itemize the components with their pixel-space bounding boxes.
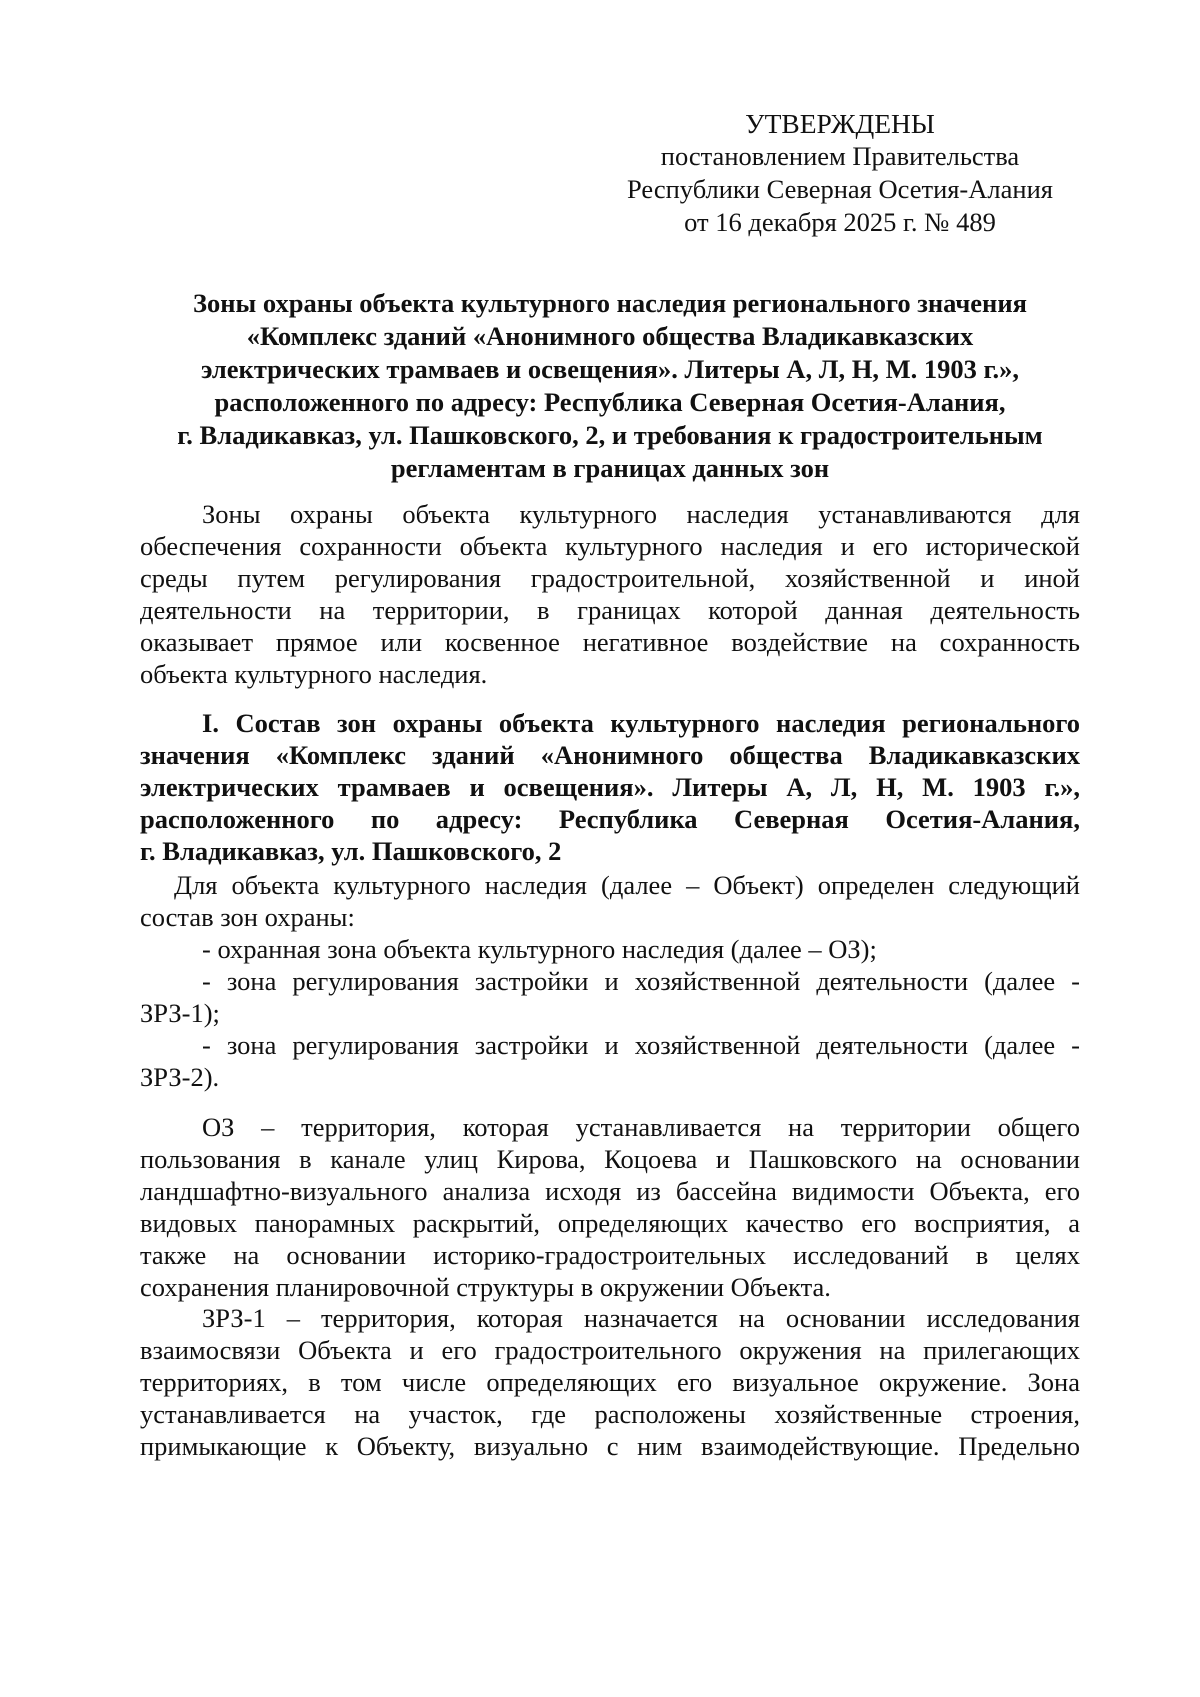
document-title	[140, 287, 1080, 485]
paragraph-line: пользования в канале улиц Кирова, Коцоева и Пашковского на основании	[140, 1144, 1080, 1174]
approval-line-1: постановлением Правительства	[660, 141, 1020, 171]
approval-stamp	[620, 107, 1060, 239]
title-line: расположенного по адресу: Республика Северная Осетия-Алания,	[214, 387, 1006, 417]
paragraph-line: ОЗ – территория, которая устанавливается на территории общего	[202, 1112, 1080, 1142]
paragraph-line: деятельности на территории, в границах которой данная деятельность	[140, 595, 1080, 625]
section-heading-line: расположенного по адресу: Республика Северная Осетия-Алания,	[140, 804, 1080, 834]
paragraph-line: обеспечения сохранности объекта культурного наследия и его исторической	[140, 531, 1080, 561]
section-heading-line: электрических трамваев и освещения». Литеры А, Л, Н, М. 1903 г.»,	[140, 772, 1080, 802]
paragraph-line: территориях, в том числе определяющих его визуальное окружение. Зона	[140, 1367, 1080, 1397]
section-heading-line: г. Владикавказ, ул. Пашковского, 2	[140, 836, 562, 866]
paragraph-line: взаимосвязи Объекта и его градостроительного окружения на прилегающих	[140, 1335, 1080, 1365]
paragraph-line: также на основании историко-градостроительных исследований в целях	[140, 1240, 1080, 1270]
section-1-heading	[140, 707, 1080, 867]
oz-paragraph	[140, 1111, 1080, 1303]
approval-line-3: от 16 декабря 2025 г. № 489	[684, 207, 996, 237]
zone-list	[140, 933, 1080, 1093]
paragraph-line: Для объекта культурного наследия (далее – Объект) определен следующий	[174, 870, 1080, 900]
title-line: регламентам в границах данных зон	[390, 453, 830, 483]
title-line: Зоны охраны объекта культурного наследия регионального значения	[193, 288, 1027, 318]
section-heading-line: значения «Комплекс зданий «Анонимного общества Владикавказских	[140, 740, 1080, 770]
approval-line-2: Республики Северная Осетия-Алания	[627, 174, 1053, 204]
paragraph-line: сохранения планировочной структуры в окружении Объекта.	[140, 1272, 831, 1302]
section-heading-line: I. Состав зон охраны объекта культурного наследия регионального	[202, 708, 1080, 738]
paragraph-line: среды путем регулирования градостроительной, хозяйственной и иной	[140, 563, 1080, 593]
zrz1-paragraph	[140, 1302, 1080, 1462]
zone-composition	[140, 869, 1080, 933]
title-line: «Комплекс зданий «Анонимного общества Владикавказских	[246, 321, 974, 351]
approval-heading: УТВЕРЖДЕНЫ	[745, 108, 935, 139]
zone-list-item-continuation: ЗРЗ-1);	[140, 998, 220, 1028]
paragraph-line: оказывает прямое или косвенное негативное воздействие на сохранность	[140, 627, 1080, 657]
paragraph-line: состав зон охраны:	[140, 902, 355, 932]
paragraph-line: ЗРЗ-1 – территория, которая назначается на основании исследования	[202, 1303, 1080, 1333]
paragraph-line: устанавливается на участок, где расположены хозяйственные строения,	[140, 1399, 1080, 1429]
intro-paragraph	[140, 498, 1080, 690]
paragraph-line: Зоны охраны объекта культурного наследия устанавливаются для	[202, 499, 1080, 529]
paragraph-line: примыкающие к Объекту, визуально с ним взаимодействующие. Предельно	[140, 1431, 1080, 1461]
paragraph-line: объекта культурного наследия.	[140, 659, 488, 689]
zone-list-item: - зона регулирования застройки и хозяйственной деятельности (далее -	[202, 1030, 1080, 1060]
zone-list-item: - зона регулирования застройки и хозяйственной деятельности (далее -	[202, 966, 1080, 996]
zone-list-item: - охранная зона объекта культурного наследия (далее – ОЗ);	[202, 934, 877, 964]
paragraph-line: видовых панорамных раскрытий, определяющих качество его восприятия, а	[140, 1208, 1080, 1238]
zone-list-item-continuation: ЗРЗ-2).	[140, 1062, 220, 1092]
paragraph-line: ландшафтно-визуального анализа исходя из бассейна видимости Объекта, его	[140, 1176, 1080, 1206]
title-line: г. Владикавказ, ул. Пашковского, 2, и требования к градостроительным	[177, 420, 1043, 450]
title-line: электрических трамваев и освещения». Литеры А, Л, Н, М. 1903 г.»,	[200, 354, 1020, 384]
